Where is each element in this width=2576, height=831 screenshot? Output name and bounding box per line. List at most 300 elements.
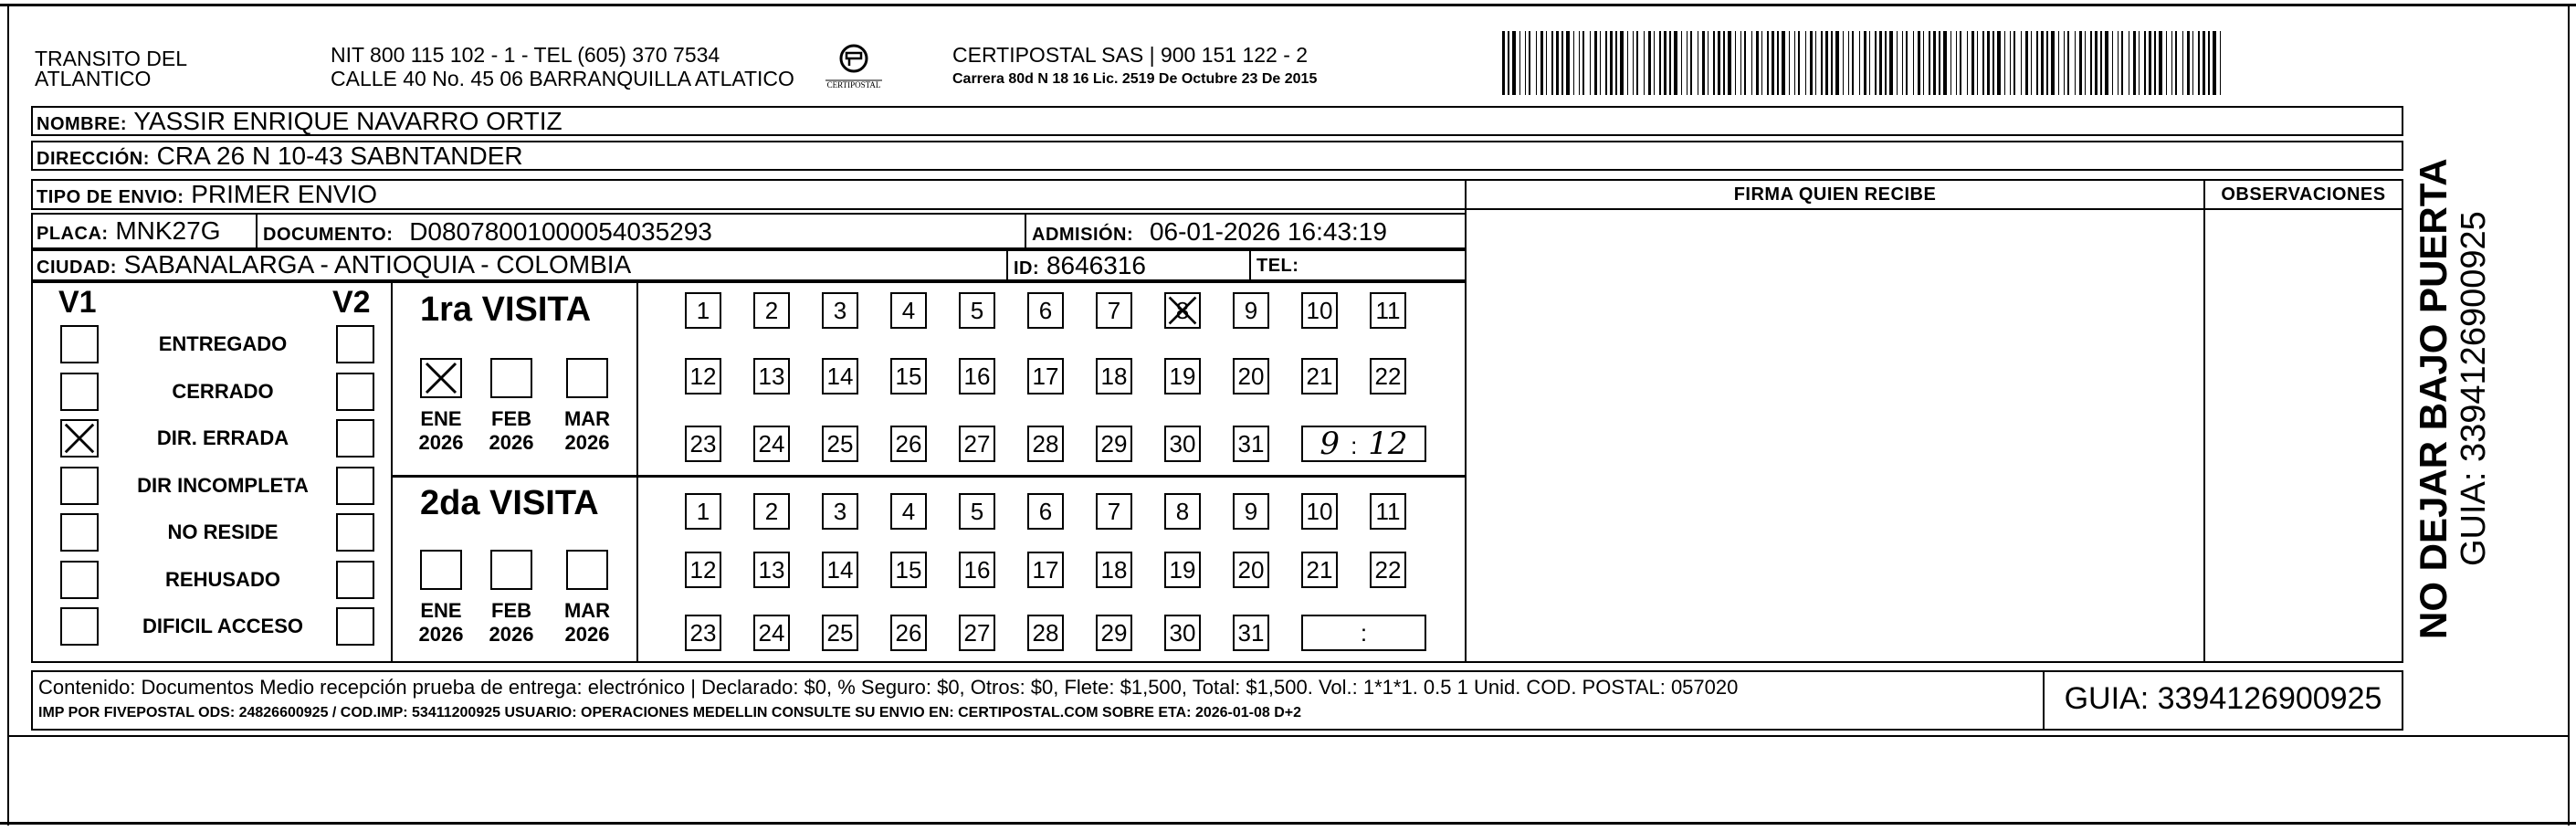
barcode-bar bbox=[2139, 31, 2140, 95]
barcode-bar bbox=[1943, 31, 1947, 95]
barcode-bar bbox=[2133, 31, 2136, 95]
id-value: 8646316 bbox=[1046, 251, 1146, 279]
barcode-bar bbox=[2149, 31, 2151, 95]
barcode-bar bbox=[1789, 31, 1790, 95]
day-box[interactable]: 30 bbox=[1164, 426, 1201, 462]
barcode-bar bbox=[1913, 31, 1914, 95]
v1-checkbox[interactable] bbox=[60, 467, 99, 505]
day-box[interactable]: 5 bbox=[959, 292, 995, 329]
time-separator: : bbox=[1360, 619, 1368, 647]
barcode-bar bbox=[1933, 31, 1936, 95]
status-label: CERRADO bbox=[172, 379, 274, 403]
day-box[interactable]: 6 bbox=[1027, 292, 1064, 329]
day-box[interactable]: 25 bbox=[822, 426, 858, 462]
documento-value: D08078001000054035293 bbox=[409, 217, 712, 246]
barcode-bar bbox=[1939, 31, 1940, 95]
sender-name-line1: TRANSITO DEL bbox=[35, 47, 187, 70]
barcode-bar bbox=[1772, 31, 1774, 95]
nombre-row bbox=[31, 106, 2403, 136]
day-box[interactable]: 18 bbox=[1096, 358, 1132, 394]
barcode-bar bbox=[2075, 31, 2076, 95]
barcode-bar bbox=[1744, 31, 1746, 95]
day-box[interactable]: 7 bbox=[1096, 292, 1132, 329]
admision-divider bbox=[1025, 213, 1026, 249]
barcode-bar bbox=[1582, 31, 1584, 95]
day-box[interactable]: 22 bbox=[1370, 552, 1406, 588]
firma-label: FIRMA QUIEN RECIBE bbox=[1733, 184, 1937, 205]
barcode-bar bbox=[2090, 31, 2092, 95]
day-box[interactable]: 10 bbox=[1301, 292, 1338, 329]
barcode-bar bbox=[1777, 31, 1779, 95]
barcode-bar bbox=[2010, 31, 2011, 95]
barcode-bar bbox=[1627, 31, 1628, 95]
day-box[interactable]: 17 bbox=[1027, 552, 1064, 588]
barcode-bar bbox=[1633, 31, 1634, 95]
barcode-bar bbox=[1718, 31, 1720, 95]
barcode-bar bbox=[1529, 31, 1530, 95]
barcode-bar bbox=[1566, 31, 1570, 95]
documento-label: DOCUMENTO: bbox=[263, 225, 394, 245]
barcode-bar bbox=[1875, 31, 1877, 95]
carrier-address: Carrera 80d N 18 16 Lic. 2519 De Octubre 23 De 2015 bbox=[952, 71, 1318, 87]
bottom-edge bbox=[0, 822, 2576, 825]
day-box[interactable]: 20 bbox=[1233, 552, 1269, 588]
barcode-bar bbox=[1551, 31, 1553, 95]
barcode-bar bbox=[1929, 31, 1930, 95]
barcode-bar bbox=[2064, 31, 2065, 95]
month-label: FEB bbox=[491, 407, 531, 430]
barcode-bar bbox=[2021, 31, 2022, 95]
day-box[interactable]: 25 bbox=[822, 615, 858, 651]
barcode-bar bbox=[1713, 31, 1715, 95]
month-label: FEB bbox=[491, 599, 531, 622]
barcode-bar bbox=[1594, 31, 1597, 95]
visit-divider bbox=[391, 475, 1467, 478]
barcode-bar bbox=[1950, 31, 1951, 95]
side-guia: GUIA: 3394126900925 bbox=[2455, 211, 2493, 566]
admision-value: 06-01-2026 16:43:19 bbox=[1149, 217, 1387, 246]
barcode-bar bbox=[1825, 31, 1828, 95]
day-box[interactable]: 4 bbox=[890, 292, 927, 329]
barcode-bar bbox=[2095, 31, 2098, 95]
second-visit-title: 2da VISITA bbox=[420, 484, 599, 522]
barcode-bar bbox=[1590, 31, 1591, 95]
barcode-bar bbox=[2105, 31, 2108, 95]
sender-address: CALLE 40 No. 45 06 BARRANQUILLA ATLATICO bbox=[331, 67, 794, 90]
day-box[interactable]: 5 bbox=[959, 493, 995, 530]
barcode-bar bbox=[1735, 31, 1736, 95]
day-box[interactable]: 22 bbox=[1370, 358, 1406, 394]
status-label: DIR INCOMPLETA bbox=[137, 473, 309, 497]
barcode-bar bbox=[1540, 31, 1543, 95]
day-box[interactable]: 26 bbox=[890, 426, 927, 462]
barcode-bar bbox=[1690, 31, 1692, 95]
barcode-bar bbox=[1848, 31, 1849, 95]
barcode-bar bbox=[1536, 31, 1537, 95]
day-box[interactable]: 20 bbox=[1233, 358, 1269, 394]
day-box[interactable]: 7 bbox=[1096, 493, 1132, 530]
status-label: NO RESIDE bbox=[167, 521, 279, 543]
barcode-bar bbox=[2159, 31, 2162, 95]
barcode-bar bbox=[2171, 31, 2172, 95]
barcode-bar bbox=[1761, 31, 1762, 95]
v2-checkbox[interactable] bbox=[336, 607, 374, 646]
day-box[interactable]: 27 bbox=[959, 615, 995, 651]
barcode-bar bbox=[1869, 31, 1870, 95]
tipo-envio-row bbox=[31, 179, 1467, 210]
barcode-bar bbox=[1794, 31, 1795, 95]
barcode-bar bbox=[2031, 31, 2032, 95]
barcode-bar bbox=[2203, 31, 2205, 95]
day-box[interactable]: 11 bbox=[1370, 292, 1406, 329]
v1-checkbox[interactable] bbox=[60, 513, 99, 552]
day-box[interactable]: 9 bbox=[1233, 292, 1269, 329]
ciudad-value: SABANALARGA - ANTIOQUIA - COLOMBIA bbox=[123, 250, 632, 279]
barcode-bar bbox=[2118, 31, 2119, 95]
barcode-bar bbox=[1971, 31, 1974, 95]
month-checkbox[interactable] bbox=[490, 358, 532, 398]
v1-label: V1 bbox=[58, 285, 97, 320]
year-label: 2026 bbox=[564, 431, 610, 454]
barcode-bar bbox=[1519, 31, 1520, 95]
barcode-bar bbox=[1723, 31, 1725, 95]
barcode bbox=[1502, 31, 2225, 95]
month-checkbox[interactable] bbox=[566, 550, 608, 590]
barcode-bar bbox=[2154, 31, 2156, 95]
lower-separator bbox=[9, 735, 2568, 737]
right-edge bbox=[2568, 4, 2570, 826]
barcode-bar bbox=[2220, 31, 2221, 95]
barcode-bar bbox=[1664, 31, 1667, 95]
barcode-bar bbox=[1859, 31, 1860, 95]
barcode-bar bbox=[2041, 31, 2044, 95]
barcode-bar bbox=[1728, 31, 1731, 95]
day-box[interactable]: 1 bbox=[685, 292, 721, 329]
barcode-bar bbox=[1669, 31, 1671, 95]
barcode-bar bbox=[1605, 31, 1607, 95]
barcode-bar bbox=[1897, 31, 1898, 95]
barcode-bar bbox=[2182, 31, 2183, 95]
day-box[interactable]: 12 bbox=[685, 358, 721, 394]
barcode-bar bbox=[2144, 31, 2146, 95]
barcode-bar bbox=[1843, 31, 1844, 95]
day-box[interactable]: 3 bbox=[822, 292, 858, 329]
barcode-bar bbox=[2085, 31, 2086, 95]
barcode-bar bbox=[1987, 31, 1990, 95]
check-mark-icon bbox=[422, 360, 460, 396]
barcode-bar bbox=[1918, 31, 1920, 95]
barcode-bar bbox=[1681, 31, 1682, 95]
admision-cell bbox=[1032, 217, 1387, 249]
day-box[interactable]: 29 bbox=[1096, 426, 1132, 462]
tipo-label: TIPO DE ENVIO: bbox=[37, 187, 184, 207]
tel-label: TEL: bbox=[1256, 256, 1299, 276]
barcode-bar bbox=[2208, 31, 2210, 95]
month-label: ENE bbox=[420, 407, 462, 430]
barcode-bar bbox=[1600, 31, 1601, 95]
day-box[interactable]: 21 bbox=[1301, 358, 1338, 394]
sender-name-line2: ATLANTICO bbox=[35, 67, 152, 90]
barcode-bar bbox=[1579, 31, 1580, 95]
status-divider bbox=[391, 281, 393, 663]
barcode-bar bbox=[1708, 31, 1709, 95]
day-box[interactable]: 30 bbox=[1164, 615, 1201, 651]
year-label: 2026 bbox=[489, 623, 534, 646]
day-box[interactable]: 10 bbox=[1301, 493, 1338, 530]
day-box[interactable]: 1 bbox=[685, 493, 721, 530]
check-mark-icon bbox=[1166, 294, 1199, 327]
v2-checkbox[interactable] bbox=[336, 373, 374, 411]
day-box[interactable]: 15 bbox=[890, 358, 927, 394]
logo-text: CERTIPOSTAL bbox=[826, 80, 881, 89]
day-box[interactable]: 16 bbox=[959, 358, 995, 394]
placa-value: MNK27G bbox=[115, 216, 221, 245]
footer-imp: IMP POR FIVEPOSTAL ODS: 24826600925 / COD.IMP: 53411200925 USUARIO: OPERACIONES MEDELLIN CONSULTE SU ENVIO EN: CERTIPOSTAL.COM SOBRE ETA: 2026-01-08 D+2 bbox=[38, 705, 1302, 721]
carrier-name: CERTIPOSTAL SAS | 900 151 122 - 2 bbox=[952, 43, 1309, 67]
barcode-bar bbox=[1615, 31, 1617, 95]
v1-checkbox[interactable] bbox=[60, 607, 99, 646]
barcode-bar bbox=[2067, 31, 2069, 95]
check-mark-icon bbox=[62, 421, 97, 456]
ciudad-label: CIUDAD: bbox=[37, 258, 117, 278]
barcode-bar bbox=[1997, 31, 2001, 95]
barcode-bar bbox=[1992, 31, 1994, 95]
day-box[interactable]: 23 bbox=[685, 426, 721, 462]
day-box[interactable]: 16 bbox=[959, 552, 995, 588]
day-box[interactable]: 17 bbox=[1027, 358, 1064, 394]
certipostal-logo bbox=[822, 40, 886, 95]
direccion-value: CRA 26 N 10-43 SABNTANDER bbox=[156, 142, 523, 170]
status-label: ENTREGADO bbox=[158, 332, 288, 355]
time-hour: 9 bbox=[1320, 426, 1341, 462]
observaciones-area bbox=[2203, 179, 2403, 663]
id-label: ID: bbox=[1014, 258, 1040, 279]
barcode-bar bbox=[2051, 31, 2055, 95]
barcode-bar bbox=[1648, 31, 1651, 95]
day-box[interactable]: 24 bbox=[753, 615, 790, 651]
barcode-bar bbox=[1960, 31, 1961, 95]
barcode-bar bbox=[1659, 31, 1661, 95]
month-label: MAR bbox=[563, 407, 611, 430]
admision-label: ADMISIÓN: bbox=[1032, 225, 1134, 245]
time-minute: 12 bbox=[1368, 426, 1408, 462]
documento-cell bbox=[263, 217, 712, 249]
barcode-bar bbox=[1644, 31, 1645, 95]
day-box[interactable]: 21 bbox=[1301, 552, 1338, 588]
day-box[interactable]: 29 bbox=[1096, 615, 1132, 651]
barcode-bar bbox=[1885, 31, 1887, 95]
day-box[interactable]: 28 bbox=[1027, 615, 1064, 651]
time-box[interactable] bbox=[1301, 615, 1426, 651]
day-box[interactable]: 24 bbox=[753, 426, 790, 462]
month-checkbox[interactable] bbox=[420, 358, 462, 398]
day-box[interactable]: 26 bbox=[890, 615, 927, 651]
day-box[interactable]: 2 bbox=[753, 493, 790, 530]
direccion-label: DIRECCIÓN: bbox=[37, 149, 150, 169]
sender-nit: NIT 800 115 102 - 1 - TEL (605) 370 7534 bbox=[331, 43, 720, 67]
barcode-bar bbox=[2112, 31, 2113, 95]
placa-label: PLACA: bbox=[37, 224, 109, 244]
day-box[interactable]: 6 bbox=[1027, 493, 1064, 530]
guia-box-text: GUIA: 3394126900925 bbox=[2064, 681, 2382, 716]
v2-label: V2 bbox=[332, 285, 371, 320]
month-checkbox[interactable] bbox=[420, 550, 462, 590]
barcode-bar bbox=[2198, 31, 2200, 95]
barcode-bar bbox=[2213, 31, 2216, 95]
v1-checkbox[interactable] bbox=[60, 561, 99, 599]
barcode-bar bbox=[1767, 31, 1769, 95]
time-separator: : bbox=[1351, 432, 1358, 459]
v2-checkbox[interactable] bbox=[336, 467, 374, 505]
v1-checkbox[interactable] bbox=[60, 419, 99, 458]
month-label: ENE bbox=[420, 599, 462, 622]
barcode-bar bbox=[1636, 31, 1638, 95]
barcode-bar bbox=[1864, 31, 1866, 95]
barcode-bar bbox=[2013, 31, 2015, 95]
day-box[interactable]: 19 bbox=[1164, 552, 1201, 588]
barcode-bar bbox=[1982, 31, 1984, 95]
status-label: REHUSADO bbox=[165, 567, 280, 591]
top-edge bbox=[0, 4, 2576, 6]
barcode-bar bbox=[1967, 31, 1968, 95]
barcode-bar bbox=[1889, 31, 1893, 95]
barcode-bar bbox=[1610, 31, 1613, 95]
day-box[interactable]: 23 bbox=[685, 615, 721, 651]
side-instruction: NO DEJAR BAJO PUERTA bbox=[2412, 158, 2455, 639]
barcode-bar bbox=[1556, 31, 1559, 95]
id-cell bbox=[1014, 252, 1146, 282]
year-label: 2026 bbox=[418, 431, 464, 454]
placa-divider bbox=[256, 213, 258, 249]
v2-checkbox[interactable] bbox=[336, 419, 374, 458]
day-box[interactable]: 15 bbox=[890, 552, 927, 588]
barcode-bar bbox=[1956, 31, 1957, 95]
day-box[interactable]: 18 bbox=[1096, 552, 1132, 588]
barcode-bar bbox=[1923, 31, 1924, 95]
id-divider bbox=[1006, 249, 1008, 281]
v2-checkbox[interactable] bbox=[336, 513, 374, 552]
barcode-bar bbox=[2175, 31, 2177, 95]
v2-checkbox[interactable] bbox=[336, 561, 374, 599]
day-box[interactable]: 27 bbox=[959, 426, 995, 462]
tel-divider bbox=[1249, 249, 1251, 281]
day-box[interactable]: 14 bbox=[822, 552, 858, 588]
month-checkbox[interactable] bbox=[490, 550, 532, 590]
day-box[interactable]: 8 bbox=[1164, 292, 1201, 329]
barcode-bar bbox=[2058, 31, 2059, 95]
day-box[interactable]: 9 bbox=[1233, 493, 1269, 530]
status-label: DIFICIL ACCESO bbox=[142, 615, 303, 637]
day-box[interactable]: 28 bbox=[1027, 426, 1064, 462]
month-label: MAR bbox=[563, 599, 611, 622]
barcode-bar bbox=[2036, 31, 2038, 95]
barcode-bar bbox=[1852, 31, 1854, 95]
day-box[interactable]: 4 bbox=[890, 493, 927, 530]
day-box[interactable]: 12 bbox=[685, 552, 721, 588]
year-label: 2026 bbox=[418, 623, 464, 646]
observaciones-label: OBSERVACIONES bbox=[2221, 184, 2386, 205]
day-box[interactable]: 8 bbox=[1164, 493, 1201, 530]
barcode-bar bbox=[2046, 31, 2048, 95]
first-visit-title: 1ra VISITA bbox=[420, 290, 592, 329]
barcode-bar bbox=[1756, 31, 1759, 95]
barcode-bar bbox=[2025, 31, 2028, 95]
barcode-bar bbox=[1977, 31, 1978, 95]
barcode-bar bbox=[1782, 31, 1785, 95]
v2-checkbox[interactable] bbox=[336, 325, 374, 363]
v1-checkbox[interactable] bbox=[60, 325, 99, 363]
day-box[interactable]: 14 bbox=[822, 358, 858, 394]
left-edge bbox=[7, 4, 9, 826]
barcode-bar bbox=[2166, 31, 2167, 95]
barcode-bar bbox=[1702, 31, 1705, 95]
day-box[interactable]: 31 bbox=[1233, 615, 1269, 651]
barcode-bar bbox=[1546, 31, 1547, 95]
status-label: DIR. ERRADA bbox=[156, 426, 289, 449]
barcode-bar bbox=[1831, 31, 1833, 95]
barcode-bar bbox=[1508, 31, 1509, 95]
barcode-bar bbox=[1821, 31, 1823, 95]
barcode-bar bbox=[1654, 31, 1655, 95]
day-box[interactable]: 13 bbox=[753, 358, 790, 394]
barcode-bar bbox=[1502, 31, 1505, 95]
barcode-bar bbox=[1810, 31, 1813, 95]
day-box[interactable]: 3 bbox=[822, 493, 858, 530]
barcode-bar bbox=[1740, 31, 1741, 95]
barcode-bar bbox=[1674, 31, 1677, 95]
day-box[interactable]: 11 bbox=[1370, 493, 1406, 530]
barcode-bar bbox=[1512, 31, 1516, 95]
barcode-bar bbox=[1835, 31, 1839, 95]
footer-contenido: Contenido: Documentos Medio recepción prueba de entrega: electrónico | Declarado: $0, % Seguro: $0, Otros: $0, Flete: $1,500, Total: $1,500. Vol.: 1*1*1. 0.5 1 Unid. COD. POSTAL: 057020 bbox=[38, 676, 1739, 699]
barcode-bar bbox=[1573, 31, 1574, 95]
day-box[interactable]: 19 bbox=[1164, 358, 1201, 394]
barcode-bar bbox=[1525, 31, 1526, 95]
barcode-bar bbox=[1906, 31, 1908, 95]
barcode-bar bbox=[1879, 31, 1882, 95]
barcode-bar bbox=[1798, 31, 1800, 95]
nombre-label: NOMBRE: bbox=[37, 114, 128, 134]
nombre-value: YASSIR ENRIQUE NAVARRO ORTIZ bbox=[133, 107, 563, 135]
month-checkbox[interactable] bbox=[566, 358, 608, 398]
year-label: 2026 bbox=[564, 623, 610, 646]
ciudad-row bbox=[31, 249, 1467, 281]
direccion-row bbox=[31, 141, 2403, 171]
barcode-bar bbox=[1805, 31, 1806, 95]
firma-area bbox=[1465, 179, 2205, 663]
barcode-bar bbox=[2100, 31, 2102, 95]
barcode-bar bbox=[2079, 31, 2082, 95]
day-box[interactable]: 31 bbox=[1233, 426, 1269, 462]
year-label: 2026 bbox=[489, 431, 534, 454]
time-box[interactable] bbox=[1301, 426, 1426, 462]
barcode-bar bbox=[1687, 31, 1688, 95]
barcode-bar bbox=[1620, 31, 1624, 95]
barcode-bar bbox=[1902, 31, 1903, 95]
barcode-bar bbox=[1815, 31, 1816, 95]
barcode-bar bbox=[1751, 31, 1752, 95]
day-box[interactable]: 13 bbox=[753, 552, 790, 588]
barcode-bar bbox=[2187, 31, 2190, 95]
barcode-bar bbox=[2004, 31, 2005, 95]
month-divider bbox=[636, 281, 638, 663]
tipo-value: PRIMER ENVIO bbox=[191, 180, 378, 208]
barcode-bar bbox=[1561, 31, 1563, 95]
barcode-bar bbox=[2121, 31, 2123, 95]
day-box[interactable]: 2 bbox=[753, 292, 790, 329]
barcode-bar bbox=[2192, 31, 2193, 95]
v1-checkbox[interactable] bbox=[60, 373, 99, 411]
